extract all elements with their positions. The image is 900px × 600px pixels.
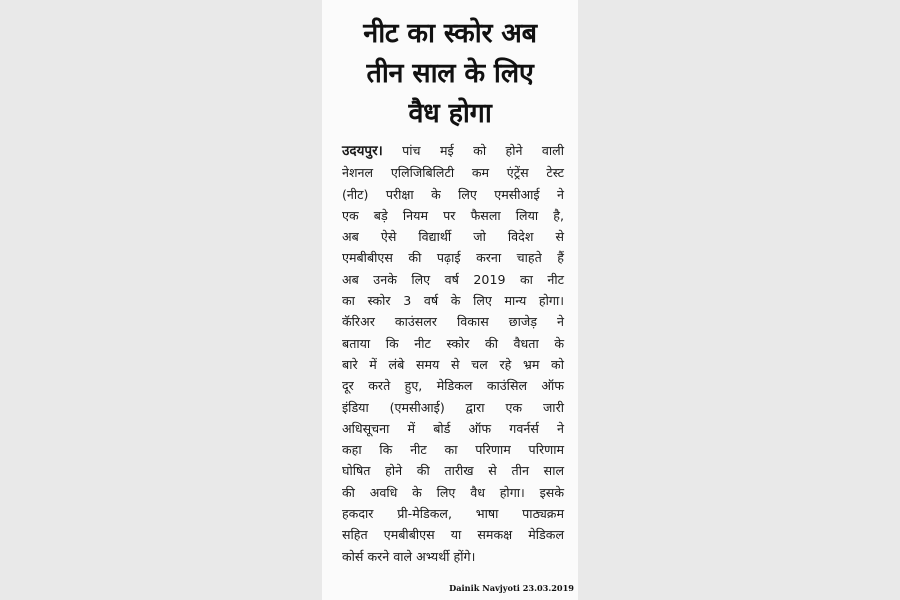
article-line: एक बड़े नियम पर फैसला लिया है,: [342, 207, 564, 223]
source-credit: Dainik Navjyoti 23.03.2019: [449, 583, 574, 593]
article-line: दूर करते हुए, मेडिकल काउंसिल ऑफ: [342, 378, 564, 394]
article-line: [342, 140, 564, 162]
headline-line-1: नीट का स्कोर अब: [363, 18, 537, 49]
article-line: घोषित होने की तारीख से तीन साल: [342, 463, 564, 479]
article-line: कहा कि नीट का परिणाम परिणाम: [342, 442, 564, 458]
article-line: हकदार प्री-मेडिकल, भाषा पाठ्यक्रम: [342, 506, 564, 522]
headline-line-3: वैध होगा: [408, 98, 492, 129]
article-line: कोर्स करने वाले अभ्यर्थी होंगे।: [342, 548, 476, 564]
article-line: (नीट) परीक्षा के लिए एमसीआई ने: [342, 186, 564, 202]
dateline: उदयपुर।: [342, 143, 383, 159]
article-line: अब उनके लिए वर्ष 2019 का नीट: [342, 271, 564, 287]
headline-line-2: तीन साल के लिए: [366, 58, 534, 89]
newspaper-clipping: [322, 0, 578, 600]
article-line-text: पांच मई को होने वाली: [382, 143, 564, 158]
article-line: सहित एमबीबीएस या समकक्ष मेडिकल: [342, 527, 564, 543]
article-line: कॅरिअर काउंसलर विकास छाजेड़ ने: [342, 314, 564, 330]
article-line: बताया कि नीट स्कोर की वैधता के: [342, 335, 564, 351]
article-line: अधिसूचना में बोर्ड ऑफ गवर्नर्स ने: [342, 420, 564, 436]
headline: [322, 14, 578, 134]
article-body: [342, 140, 564, 567]
article-line: का स्कोर 3 वर्ष के लिए मान्य होगा।: [342, 293, 564, 309]
article-line: एमबीबीएस की पढ़ाई करना चाहते हैं: [342, 250, 564, 266]
article-line: नेशनल एलिजिबिलिटी कम एंट्रेंस टेस्ट: [342, 165, 564, 181]
article-line: बारे में लंबे समय से चल रहे भ्रम को: [342, 356, 564, 372]
article-line: की अवधि के लिए वैध होगा। इसके: [342, 484, 564, 500]
article-line: अब ऐसे विद्यार्थी जो विदेश से: [342, 229, 564, 245]
article-line: इंडिया (एमसीआई) द्वारा एक जारी: [342, 399, 564, 415]
